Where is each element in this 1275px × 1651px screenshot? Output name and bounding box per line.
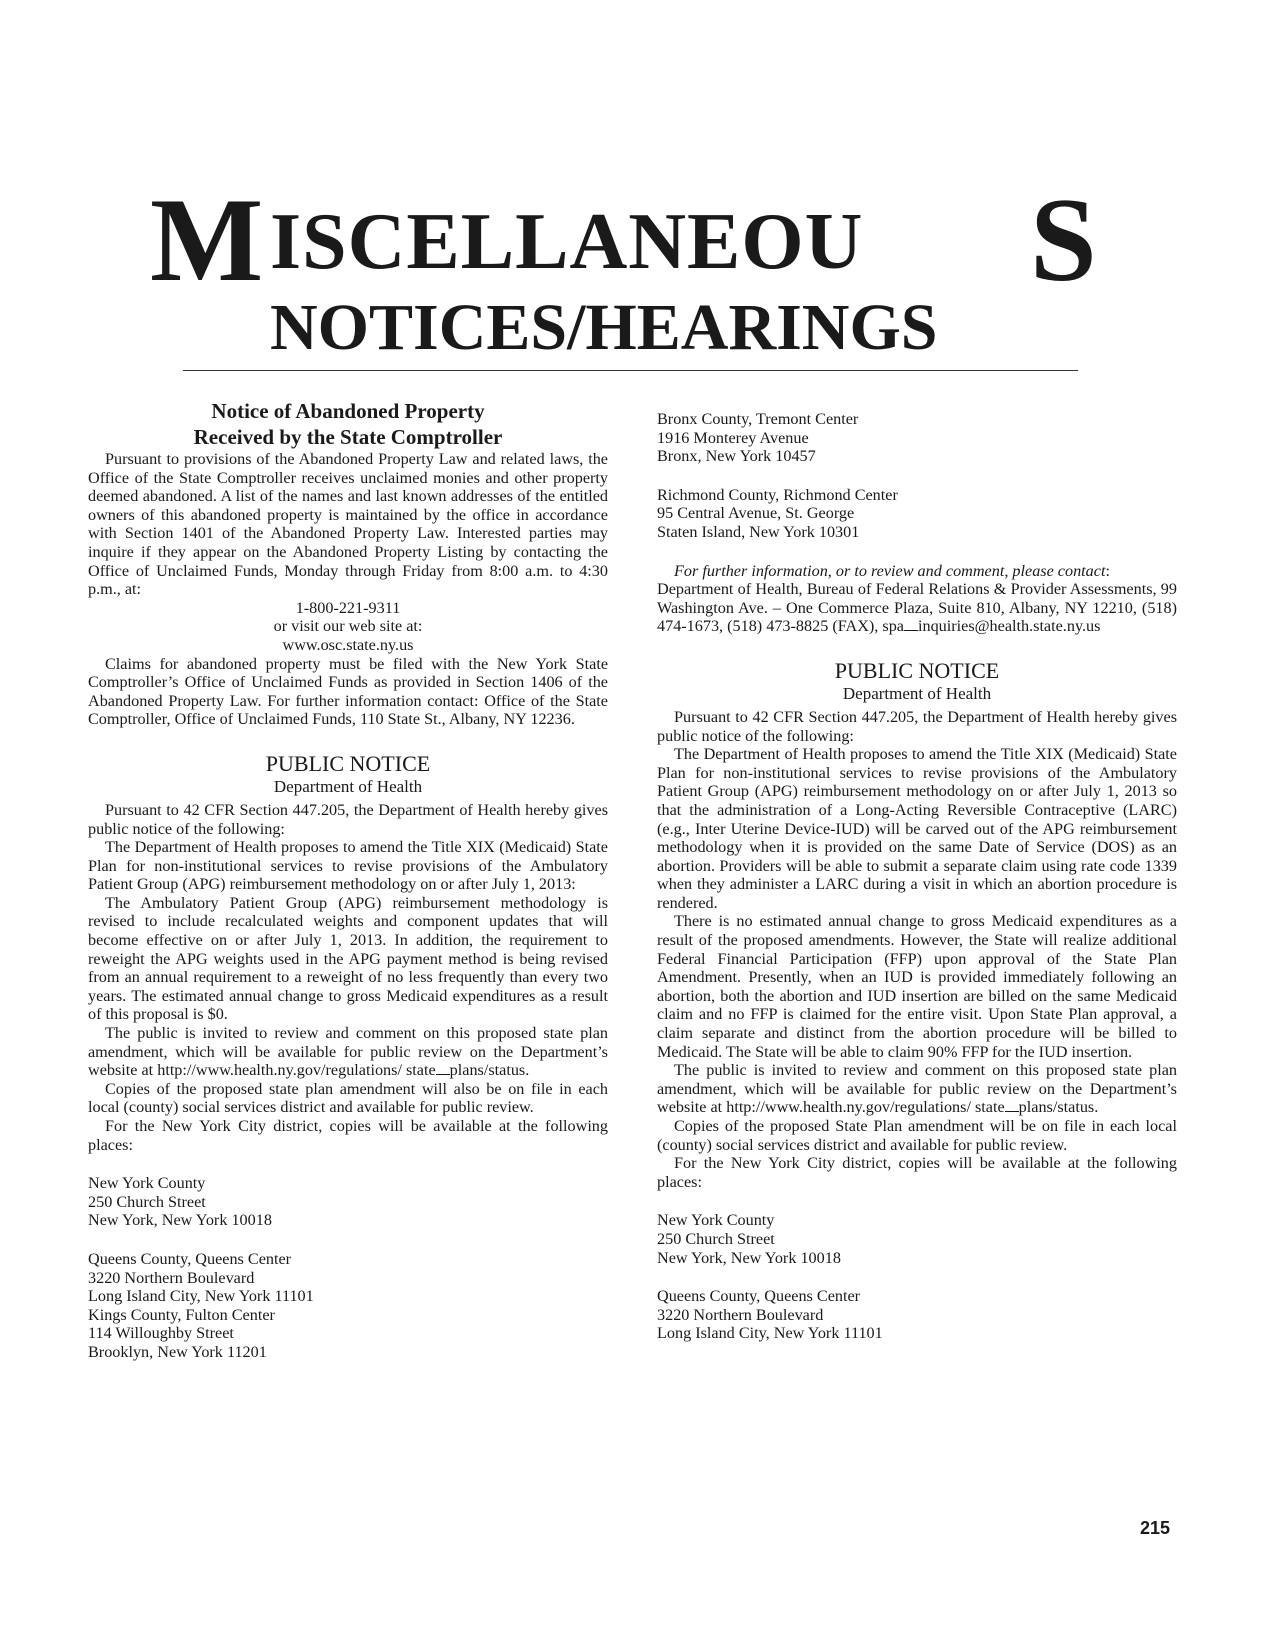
email-user[interactable]: spa [882,617,904,636]
masthead-initial-m: M [150,173,264,306]
masthead-title: ISCELLANEOU [270,198,864,286]
address-line: New York, New York 10018 [88,1211,272,1230]
notice-paragraph [657,1061,1177,1117]
address-line: Queens County, Queens Center [88,1249,292,1268]
right-column [657,410,1177,1343]
notice-paragraph: The Ambulatory Patient Group (APG) reimbursement methodology is revised to include recalculated weights and component updates that will become effective on or after July 1, 2013. In addition, the requirement to reweight the APG weights used in the APG payment method is being revised from an annual requirement to a reweight of no less frequently than every two years. The estimated annual change to gross Medicaid expenditures as a result of this proposal is $0. [88,893,608,1024]
page-number: 215 [1140,1518,1171,1538]
notice-paragraph: Copies of the proposed state plan amendment will also be on file in each local (county) social services district and available for public review. [88,1079,608,1117]
underscore-glyph [436,1074,450,1075]
public-notice-department: Department of Health [273,776,423,796]
contact-paragraph: For further information, or to review and comment, please contact: Department of Health, Bureau of Federal Relations & Provider Assessments, 99 Washington Ave. – One Commerce Plaza, Suite 810, Albany, NY 12210, (518) 474-1673, (518) 473-8825 (FAX), spa inquiries@health.state.ny.us [657,561,1177,636]
website-link[interactable]: www.osc.state.ny.us [282,635,414,654]
notice-paragraph: Pursuant to 42 CFR Section 447.205, the Department of Health hereby gives public notice of the following: [88,800,608,838]
left-column [88,398,608,1362]
address-line: Long Island City, New York 11101 [88,1287,314,1306]
notice-paragraph: Copies of the proposed State Plan amendment will be on file in each local (county) social services district and available for public review. [657,1117,1177,1154]
visit-text: or visit our web site at: [273,617,423,636]
address-line: 250 Church Street [88,1192,206,1211]
website-text-end[interactable]: plans/status. [1018,1098,1099,1117]
address-line: Brooklyn, New York 11201 [88,1342,267,1361]
website-text[interactable]: The public is invited to review and comment on this proposed state plan amendment, which will be available for public review on the Department’s website at http://www.health.ny.gov/regulations/ state [88,1024,608,1080]
address-block [657,486,1177,542]
address-line: Bronx, New York 10457 [657,447,816,466]
address-line: Kings County, Fulton Center [88,1305,275,1324]
public-notice-heading: PUBLIC NOTICE [834,657,1000,683]
contact-body: Department of Health, Bureau of Federal Relations & Provider Assessments, 99 Washington Ave. – One Commerce Plaza, Suite 810, Albany, NY 12210, (518) 474-1673, (518) 473-8825 (FAX), [657,580,1177,636]
address-line: 3220 Northern Boulevard [657,1305,824,1324]
address-line: New York County [88,1174,206,1193]
address-block [657,1287,1177,1343]
notice-paragraph: There is no estimated annual change to gross Medicaid expenditures as a result of the proposed amendments. However, the State will realize additional Federal Financial Participation (FFP) upon approval of the State Plan Amendment. Presently, when an IUD is provided immediately following an abortion, both the abortion and IUD insertion are billed on the same Medicaid claim and no FFP is claimed for the entire visit. Upon State Plan approval, a claim separate and distinct from the abortion procedure will be billed to Medicaid. The State will be able to claim 90% FFP for the IUD insertion. [657,912,1177,1061]
notice-paragraph: The Department of Health proposes to amend the Title XIX (Medicaid) State Plan for non-institutional services to revise provisions of the Ambulatory Patient Group (APG) reimbursement methodology on or after July 1, 2013 so that the administration of a Long-Acting Reversible Contraceptive (LARC) (e.g., Inter Uterine Device-IUD) will be carved out of the APG reimbursement methodology when it is provided on the same Date of Service (DOS) as an abortion. Providers will be able to submit a separate claim using rate code 1339 when they administer a LARC during a visit in which an abortion procedure is rendered. [657,745,1177,912]
masthead [150,173,1097,370]
website-text[interactable]: The public is invited to review and comment on this proposed state plan amendment, which will be available for public review on the Department’s website at http://www.health.ny.gov/regulations/ state [657,1061,1177,1117]
claims-paragraph: Claims for abandoned property must be filed with the New York State Comptroller’s Office of Unclaimed Funds as provided in Section 1406 of the Abandoned Property Law. For further information contact: Office of the State Comptroller, Office of Unclaimed Funds, 110 State St., Albany, NY 12236. [88,654,608,729]
masthead-rule [183,370,1078,371]
address-line: 95 Central Avenue, St. George [657,504,855,523]
address-line: New York, New York 10018 [657,1248,841,1267]
notice-paragraph [88,1024,608,1080]
phone-number: 1-800-221-9311 [295,598,401,617]
abandoned-property-paragraph: Pursuant to provisions of the Abandoned Property Law and related laws, the Office of the State Comptroller receives unclaimed monies and other property deemed abandoned. A list of the names and last known addresses of the entitled owners of this abandoned property is maintained by the office in accordance with Section 1401 of the Abandoned Property Law. Interested parties may inquire if they appear on the Abandoned Property Listing by contacting the Office of Unclaimed Funds, Monday through Friday from 8:00 a.m. to 4:30 p.m., at: [88,450,608,599]
address-block [88,1250,608,1306]
masthead-subtitle: NOTICES/HEARINGS [270,291,938,364]
underscore-glyph [904,630,918,631]
underscore-glyph [1005,1111,1019,1112]
notice-title-line-2: Received by the State Comptroller [193,425,503,449]
public-notice-department: Department of Health [842,683,992,703]
address-line: Queens County, Queens Center [657,1287,861,1306]
email-domain[interactable]: inquiries@health.state.ny.us [917,617,1101,636]
contact-lead: For further information, or to review and comment, please contact [674,561,1106,580]
address-line: New York County [657,1211,775,1230]
address-line: 1916 Monterey Avenue [657,428,809,447]
masthead-final-s: S [1030,173,1097,306]
public-notice-heading: PUBLIC NOTICE [265,750,431,776]
address-line: 3220 Northern Boulevard [88,1268,255,1287]
notice-paragraph: For the New York City district, copies will be available at the following places: [88,1117,608,1154]
notice-paragraph: Pursuant to 42 CFR Section 447.205, the Department of Health hereby gives public notice of the following: [657,707,1177,745]
address-line: Long Island City, New York 11101 [657,1324,883,1343]
address-line: Staten Island, New York 10301 [657,522,860,541]
address-block [88,1306,608,1362]
address-line: Richmond County, Richmond Center [657,485,898,504]
address-block [657,410,1177,466]
address-line: 114 Willoughby Street [88,1324,234,1343]
address-line: 250 Church Street [657,1229,775,1248]
notice-paragraph: The Department of Health proposes to amend the Title XIX (Medicaid) State Plan for non-institutional services to revise provisions of the Ambulatory Patient Group (APG) reimbursement methodology on or after July 1, 2013: [88,838,608,894]
notice-paragraph: For the New York City district, copies will be available at the following places: [657,1154,1177,1191]
address-line: Bronx County, Tremont Center [657,410,859,428]
website-text-end[interactable]: plans/status. [449,1061,530,1080]
notice-title-line-1: Notice of Abandoned Property [211,399,485,423]
address-block [88,1174,608,1230]
address-block [657,1211,1177,1267]
